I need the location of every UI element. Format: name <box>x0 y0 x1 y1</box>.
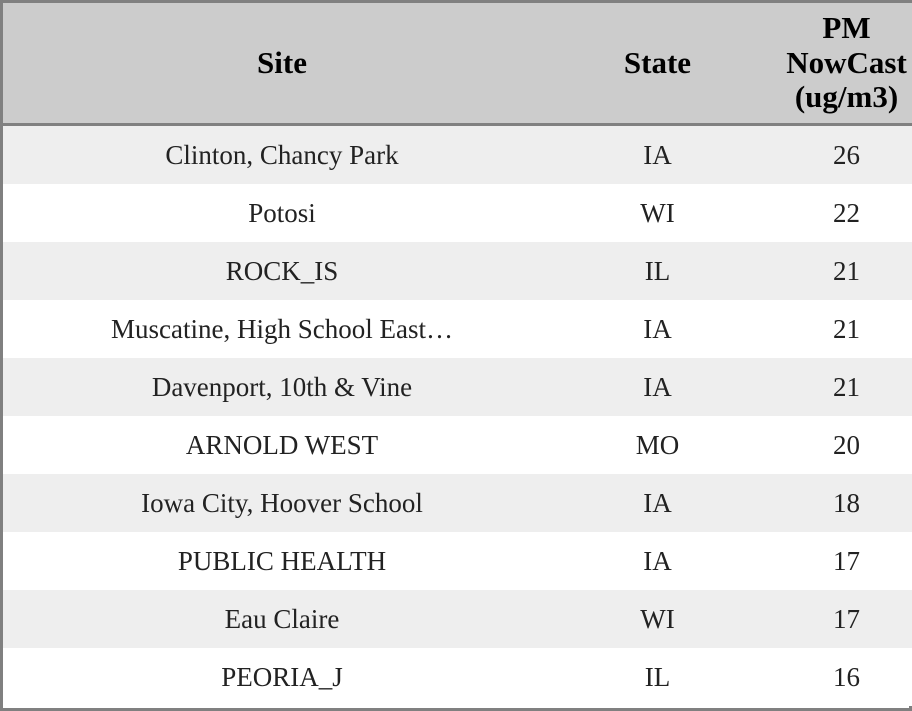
cell-site: ROCK_IS <box>225 255 339 286</box>
cell-site: Potosi <box>248 197 316 228</box>
cell-pm: 21 <box>833 371 860 402</box>
cell-state: IL <box>644 255 671 286</box>
table-row <box>3 184 912 242</box>
cell-site: PEORIA_J <box>221 661 343 692</box>
table-row <box>3 242 912 300</box>
cell-pm: 26 <box>833 139 860 170</box>
table-row <box>3 648 912 706</box>
cell-pm: 21 <box>833 313 860 344</box>
table-header <box>3 3 912 125</box>
table-row <box>3 474 912 532</box>
table-row <box>3 358 912 416</box>
column-header-site: Site <box>3 3 561 125</box>
cell-site: Davenport, 10th & Vine <box>151 371 413 402</box>
column-header-state: State <box>561 3 754 125</box>
cell-site: PUBLIC HEALTH <box>177 545 387 576</box>
table-row <box>3 416 912 474</box>
cell-state: IA <box>643 371 672 402</box>
table-row <box>3 532 912 590</box>
cell-pm: 16 <box>833 661 860 692</box>
cell-pm: 21 <box>833 255 860 286</box>
table-row <box>3 590 912 648</box>
cell-pm: 20 <box>833 429 860 460</box>
cell-state: MO <box>635 429 680 460</box>
table-row <box>3 300 912 358</box>
cell-pm: 17 <box>833 545 860 576</box>
cell-site: Clinton, Chancy Park <box>165 139 399 170</box>
table-body <box>3 125 912 707</box>
pm-nowcast-table <box>3 3 912 706</box>
cell-state: WI <box>640 603 675 634</box>
cell-state: IA <box>643 139 672 170</box>
cell-pm: 17 <box>833 603 860 634</box>
cell-site: Eau Claire <box>224 603 340 634</box>
cell-state: IA <box>643 313 672 344</box>
cell-site: ARNOLD WEST <box>185 429 379 460</box>
cell-state: IL <box>644 661 671 692</box>
cell-site: Iowa City, Hoover School <box>141 487 423 518</box>
cell-pm: 22 <box>833 197 860 228</box>
cell-state: IA <box>643 545 672 576</box>
cell-pm: 18 <box>833 487 860 518</box>
cell-site: Muscatine, High School East… <box>111 313 453 344</box>
table-row <box>3 125 912 185</box>
cell-state: WI <box>640 197 675 228</box>
cell-state: IA <box>643 487 672 518</box>
column-header-pm-nowcast: PM NowCast (ug/m3) <box>754 3 912 125</box>
table-header-row <box>3 3 912 125</box>
